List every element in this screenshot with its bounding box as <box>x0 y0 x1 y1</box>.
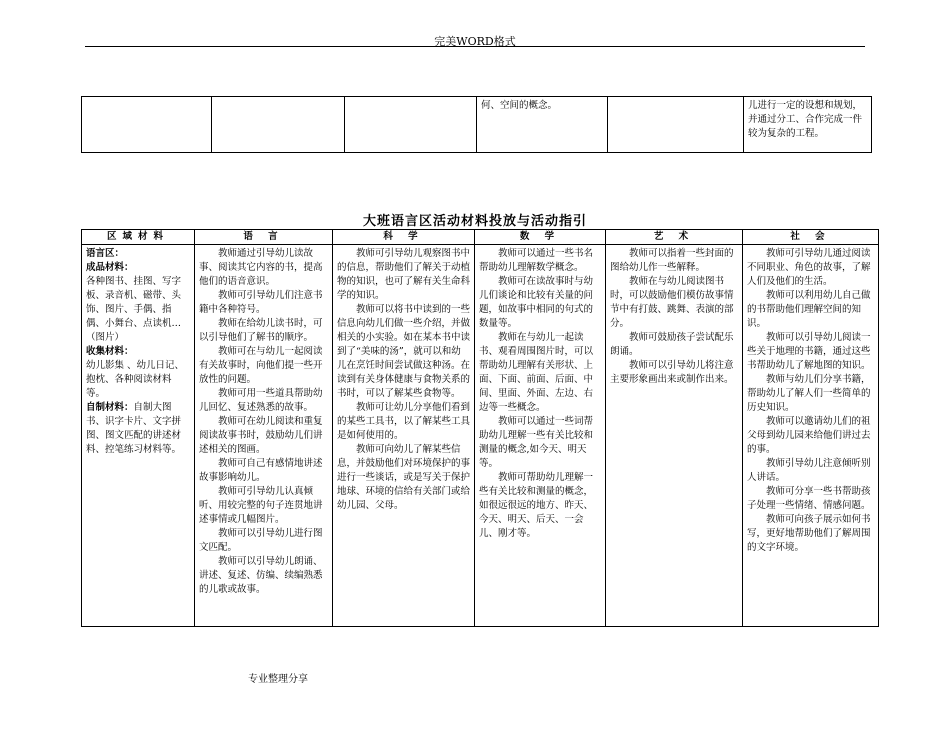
table-cell: 何、空间的概念。 <box>477 97 608 153</box>
table-title: 大班语言区活动材料投放与活动指引 <box>362 214 587 229</box>
paragraph: 教师可用一些道具帮助幼儿回忆、复述熟悉的故事。 <box>199 388 323 413</box>
page-footer: 专业整理分享 <box>248 674 308 685</box>
page-header: 完美WORD格式 <box>434 35 516 48</box>
continued-table <box>81 96 872 153</box>
column-header-math: 数 学 <box>475 230 606 245</box>
paragraph: 教师与幼儿们分享书籍，帮助幼儿了解人们一些简单的历史知识。 <box>747 374 871 413</box>
paragraph: 教师可帮助幼儿理解一些有关比较和测量的概念，如很远很远的地方、昨天、今天、明天、后天、一会儿、刚才等。 <box>479 472 594 539</box>
paragraph: 教师可在读故事时与幼儿们谈论和比较有关量的问题，如故事中相同的句式的数量等。 <box>479 276 594 329</box>
collected-label: 收集材料： <box>86 346 134 357</box>
self-made-label: 自制材料： <box>86 402 134 413</box>
collected-text: 幼儿影集 、幼儿日记、抱枕、各种阅读材料等。 <box>86 360 185 399</box>
finished-label: 成品材料： <box>86 262 134 273</box>
column-header-science: 科 学 <box>333 230 475 245</box>
paragraph: 教师可引导幼儿观察图书中的信息，帮助他们了解关于动植物的知识，也可了解有关生命科学的知识。 <box>337 248 471 301</box>
finished-text: 各种图书、挂图、写字板、录音机、磁带、头饰、图片、手偶、指偶、小舞台、点读机…（图片） <box>86 276 182 343</box>
paragraph: 教师可分享一些书帮助孩子处理一些情绪、情感问题。 <box>747 486 871 511</box>
paragraph: 教师可引导幼儿们注意书籍中各种符号。 <box>199 290 323 315</box>
materials-cell <box>82 245 195 627</box>
paragraph: 教师可向幼儿了解某些信息，并鼓励他们对环境保护的事进行一些谈话，或是写关于保护地球、环境的信给有关部门或给幼儿园、父母。 <box>337 444 471 511</box>
paragraph: 教师可以引导幼儿阅读一些关于地理的书籍，通过这些书帮助幼儿了解地图的知识。 <box>747 332 871 371</box>
table-cell <box>608 97 744 153</box>
paragraph: 教师可以通过一些词帮助幼儿理解一些有关比较和测量的概念,如今天、明天等。 <box>479 416 594 469</box>
paragraph: 教师可自己有感情地讲述故事影响幼儿。 <box>199 458 323 483</box>
paragraph: 教师可向孩子展示如何书写，更好地帮助他们了解周围的文字环境。 <box>747 514 871 553</box>
paragraph: 教师可让幼儿分享他们看到的某些工具书，以了解某些工具是如何使用的。 <box>337 402 471 441</box>
column-header-language: 语 言 <box>195 230 333 245</box>
science-cell <box>333 245 475 627</box>
paragraph: 教师可引导幼儿通过阅读不同职业、角色的故事，了解人们及他们的生活。 <box>747 248 871 287</box>
paragraph: 教师可引导幼儿认真倾听、用较完整的句子连贯地讲述事情或几幅图片。 <box>199 486 323 525</box>
society-cell <box>743 245 879 627</box>
column-header-materials: 区域材料 <box>82 230 195 245</box>
header-rule <box>85 46 865 47</box>
art-cell <box>606 245 743 627</box>
paragraph: 教师可以引导幼儿将注意主要形象画出来或制作出来。 <box>610 360 734 385</box>
paragraph: 教师可以邀请幼儿们的祖父母到幼儿园来给他们讲过去的事。 <box>747 416 871 455</box>
table-cell: 儿进行一定的设想和规划，并通过分工、合作完成一件较为复杂的工程。 <box>744 97 872 153</box>
paragraph: 教师可以引导幼儿朗诵、讲述、复述、仿编、续编熟悉的儿歌或故事。 <box>199 556 323 595</box>
self-made-text: 自制大图书、识字卡片、文字拼图、图文匹配的讲述材料、控笔练习材料等。 <box>86 402 182 455</box>
paragraph: 教师可在幼儿阅读和重复阅读故事书时，鼓励幼儿们讲述相关的图画。 <box>199 416 323 455</box>
paragraph: 教师在与幼儿一起读书、观看周围图片时，可以帮助幼儿理解有关形状、上面、下面、前面、后面、中间、里面、外面、左边、右边等一些概念。 <box>479 332 594 413</box>
math-cell <box>475 245 606 627</box>
paragraph: 教师可以利用幼儿自己做的书帮助他们理解空间的知识。 <box>747 290 871 329</box>
table-cell <box>212 97 345 153</box>
paragraph: 教师在与幼儿阅读图书时，可以鼓励他们模仿故事情节中有打鼓、跳舞、表演的部分。 <box>610 276 734 329</box>
table-header-row <box>82 230 879 245</box>
column-header-art: 艺 术 <box>606 230 743 245</box>
paragraph: 教师可以指着一些封面的图给幼儿作一些解释。 <box>610 248 734 273</box>
paragraph: 教师在给幼儿读书时，可以引导他们了解书的顺序。 <box>199 318 323 343</box>
table-cell <box>82 97 212 153</box>
paragraph: 教师可鼓励孩子尝试配乐朗诵。 <box>610 332 734 357</box>
activity-guide-table <box>81 229 879 627</box>
table-cell <box>345 97 477 153</box>
paragraph: 教师通过引导幼儿读故事、阅读其它内容的书，提高他们的语音意识。 <box>199 248 323 287</box>
paragraph: 教师可以将书中读到的一些信息向幼儿们做一些介绍，并做相关的小实验。如在某本书中读到了“美味的汤”，就可以和幼儿在烹饪时间尝试做这种汤。在读到有关身体健康与食物关系的书时，可以了解某些食物等。 <box>337 304 471 399</box>
paragraph: 教师可以引导幼儿进行图文匹配。 <box>199 528 323 553</box>
paragraph: 教师可以通过一些书名帮助幼儿理解数学概念。 <box>479 248 594 273</box>
column-header-society: 社 会 <box>743 230 879 245</box>
paragraph: 教师可在与幼儿一起阅读有关故事时，向他们提一些开放性的问题。 <box>199 346 323 385</box>
paragraph: 教师引导幼儿注意倾听别人讲话。 <box>747 458 871 483</box>
table-row <box>82 245 879 627</box>
language-cell <box>195 245 333 627</box>
table-row <box>82 97 872 153</box>
area-label: 语言区： <box>86 248 125 259</box>
